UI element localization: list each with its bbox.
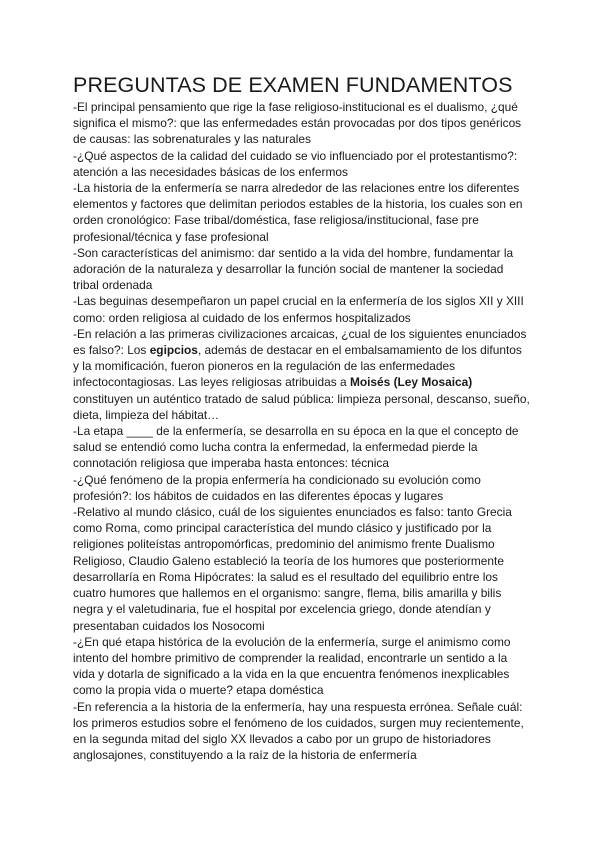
page-title: PREGUNTAS DE EXAMEN FUNDAMENTOS: [73, 73, 513, 97]
bold-egipcios: egipcios: [149, 343, 198, 358]
document-body: [73, 99, 530, 763]
paragraph-fases-historia: -La historia de la enfermería se narra alrededor de las relaciones entre los diferentes elementos y factores que delimitan periodos estables de la historia, los cuales son en orden cronológico: Fase tribal/doméstica, fase religiosa/institucional, fase pre profesional/técnica y fase profesional: [73, 181, 523, 244]
bold-moises: Moisés (Ley Mosaica): [349, 375, 473, 390]
paragraph-mundo-clasico: -Relativo al mundo clásico, cuál de los siguientes enunciados es falso: tanto Grecia como Roma, como principal característica del mundo clásico y justificado por la religiones politeístas antropomórficas, predominio del animismo frente Dualismo Religioso, Claudio Galeno estableció la teoría de los humores que posteriormente desarrollaría en Roma Hipócrates: la salud es el resultado del equilibrio entre los cuatro humores que hallemos en el organismo: sangre, flema, bilis amarilla y bilis negra y el valetudinaria, fue el hospital por excelencia griego, donde atendían y presentaban cuidados los Nosocomi: [73, 505, 512, 633]
paragraph-etapa-domestica: -¿En qué etapa histórica de la evolución de la enfermería, surge el animismo como intento del hombre primitivo de comprender la realidad, encontrarle un sentido a la vida y dotarla de significado a la vida en la que encuentra fenómenos inexplicables como la propia vida o muerte? etapa doméstica: [73, 634, 511, 698]
paragraph-respuesta-erronea: -En referencia a la historia de la enfermería, hay una respuesta errónea. Señale cuál: los primeros estudios sobre el fenómeno de los cuidados, surgen muy recientemente, en la segunda mitad del siglo XX llevados a cabo por un grupo de historiadores anglosajones, constituyendo a la raíz de la historia de enfermería: [73, 699, 524, 763]
paragraph-etapa-tecnica: -La etapa ____ de la enfermería, se desarrolla en su época en la que el concepto de salud se entendió como lucha contra la enfermedad, la enfermedad pierde la connotación religiosa que imperaba hasta entonces: técnica: [73, 424, 519, 471]
paragraph-habitos-cuidados: -¿Qué fenómeno de la propia enfermería ha condicionado su evolución como profesión?: los hábitos de cuidados en las diferentes épocas y lugares: [73, 472, 481, 503]
text-run: -En relación a las primeras civilizaciones arcaicas, ¿cual de los siguientes enunciados es falso?: Los: [73, 326, 527, 358]
paragraph-beguinas: -Las beguinas desempeñaron un papel crucial en la enfermería de los siglos XII y XIII como: orden religiosa al cuidado de los enfermos hospitalizados: [73, 294, 524, 325]
paragraph-protestantismo: -¿Qué aspectos de la calidad del cuidado se vio influenciado por el protestantismo?: atención a las necesidades básicas de los enfermos: [73, 148, 518, 179]
text-run: , además de destacar en el embalsamamiento de los difuntos y la momificación, fueron pioneros en la regulación de las enfermedades infectocontagiosas. Las leyes religiosas atribuidas a: [73, 343, 522, 390]
text-run: constituyen un auténtico tratado de salud pública: limpieza personal, descanso, sueño, dieta, limpieza del hábitat…: [73, 391, 530, 422]
paragraph-dualismo: -El principal pensamiento que rige la fase religioso-institucional es el dualismo, ¿qué significa el mismo?: que las enfermedades están provocadas por dos tipos genéricos de causas: las sobrenaturales y las naturales: [73, 100, 522, 147]
paragraph-animismo: -Son características del animismo: dar sentido a la vida del hombre, fundamentar la adoración de la naturaleza y desarrollar la función social de mantener la sociedad tribal ordenada: [73, 245, 514, 293]
paragraph-civilizaciones-arcaicas: [73, 326, 530, 423]
